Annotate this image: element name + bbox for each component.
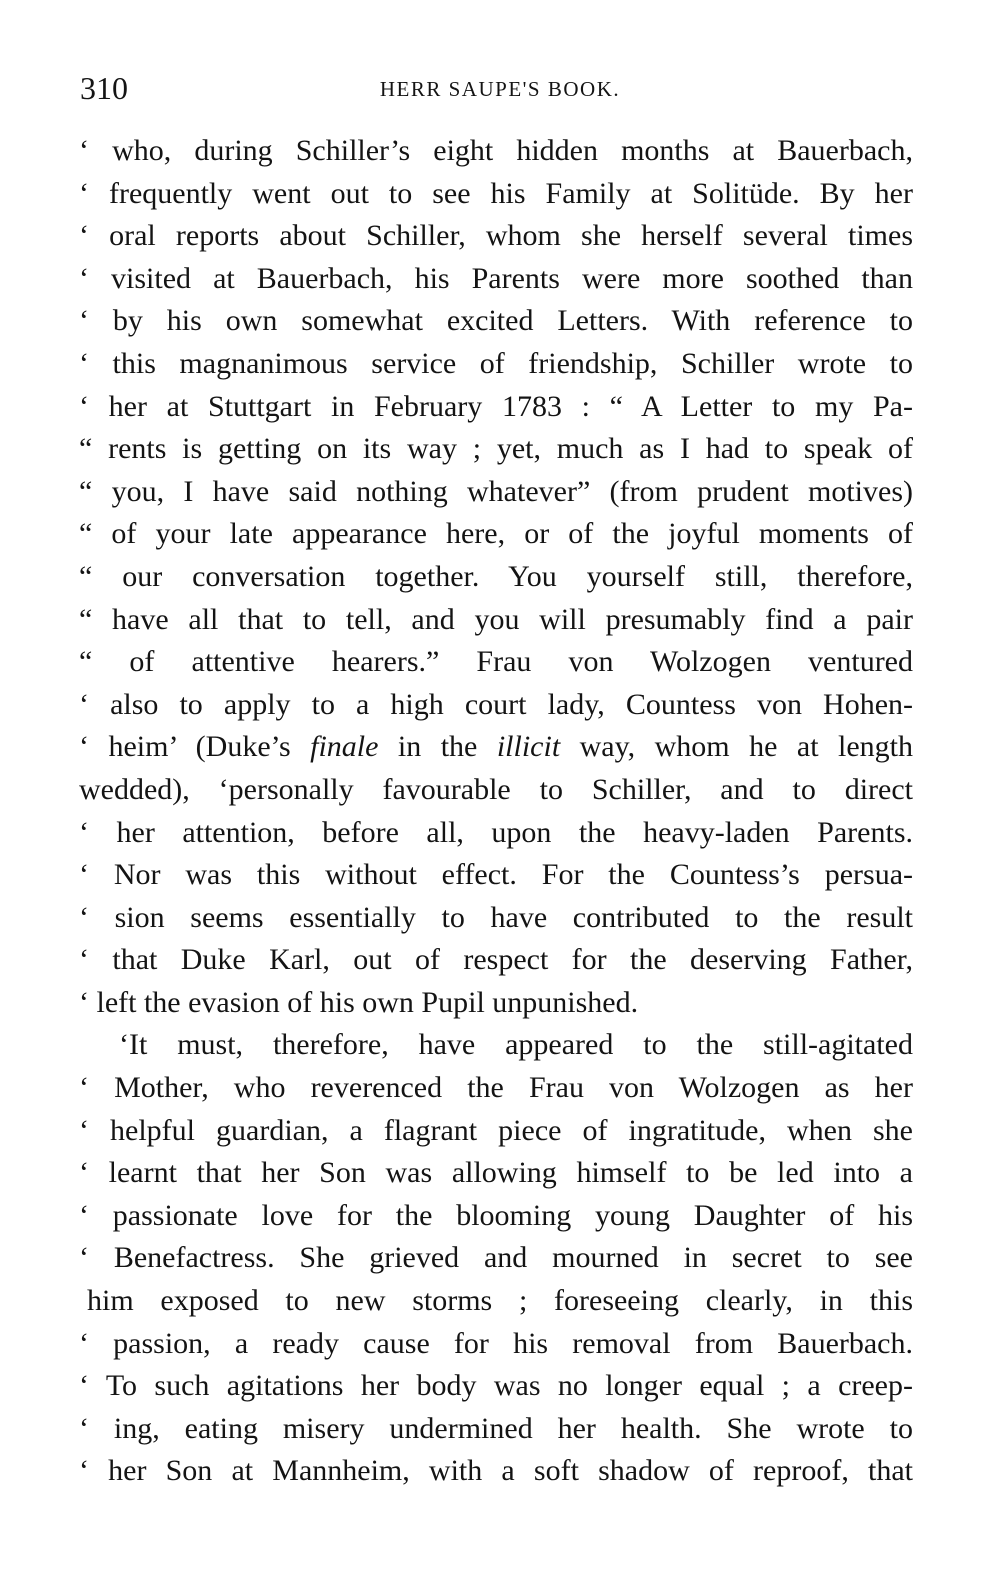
text-line: ‘ To such agitations her body was no longer equal ; a creep-: [79, 1369, 913, 1403]
text-line: ‘ her attention, before all, upon the heavy-laden Parents.: [79, 815, 913, 849]
text-line: “ our conversation together. You yourself still, therefore,: [79, 559, 913, 593]
text-line: ‘ her at Stuttgart in February 1783 : “ A Letter to my Pa-: [79, 389, 913, 423]
text-line: wedded), ‘personally favourable to Schiller, and to direct: [79, 772, 913, 806]
text-line: ‘ sion seems essentially to have contributed to the result: [79, 900, 913, 934]
text-line: ‘ left the evasion of his own Pupil unpunished.: [79, 985, 639, 1019]
paragraph-2: [79, 1024, 913, 1493]
text-line: ‘ learnt that her Son was allowing himself to be led into a: [79, 1156, 913, 1190]
text-line: ‘ passionate love for the blooming young Daughter of his: [79, 1198, 913, 1232]
text-line: “ of your late appearance here, or of the joyful moments of: [79, 517, 913, 551]
text-line: ‘ frequently went out to see his Family at Solitüde. By her: [79, 176, 913, 210]
text-line: “ rents is getting on its way ; yet, much as I had to speak of: [79, 432, 913, 466]
text-line: him exposed to new storms ; foreseeing clearly, in this: [87, 1284, 913, 1318]
text-line: ‘ by his own somewhat excited Letters. With reference to: [79, 304, 913, 338]
text-line: ‘ Nor was this without effect. For the Countess’s persua-: [79, 858, 913, 892]
page-number: 310: [80, 70, 128, 106]
page-header: [80, 68, 920, 112]
paragraph-1: [79, 130, 913, 1024]
text-line: “ you, I have said nothing whatever” (from prudent motives): [79, 474, 913, 508]
italic-word: finale: [310, 730, 379, 764]
text-line: ‘ who, during Schiller’s eight hidden months at Bauerbach,: [79, 134, 913, 167]
text-line: ‘ oral reports about Schiller, whom she herself several times: [79, 219, 913, 253]
text-line: ‘ also to apply to a high court lady, Countess von Hohen-: [79, 687, 913, 721]
text-line: ‘ Mother, who reverenced the Frau von Wolzogen as her: [79, 1071, 913, 1105]
text-line: ‘It must, therefore, have appeared to the still-agitated: [119, 1028, 913, 1062]
text-line: ‘ Benefactress. She grieved and mourned in secret to see: [79, 1241, 913, 1275]
text-line: “ have all that to tell, and you will presumably find a pair: [79, 602, 913, 636]
text-line: ‘ her Son at Mannheim, with a soft shadow of reproof, that: [79, 1454, 913, 1488]
text-line: ‘ ing, eating misery undermined her health. She wrote to: [79, 1411, 913, 1445]
text-line: ‘ passion, a ready cause for his removal from Bauerbach.: [79, 1326, 913, 1360]
text-line: ‘ helpful guardian, a flagrant piece of ingratitude, when she: [79, 1113, 913, 1147]
body-text: [79, 130, 913, 1493]
running-head: HERR SAUPE'S BOOK.: [379, 77, 621, 101]
text-line: ‘ this magnanimous service of friendship, Schiller wrote to: [79, 346, 913, 380]
text-line-with-italics: ‘ heim’ (Duke’s finale in the illicit way, whom he at length: [79, 730, 913, 764]
italic-word: illicit: [496, 730, 561, 764]
text-line: ‘ that Duke Karl, out of respect for the deserving Father,: [79, 943, 913, 977]
text-line: “ of attentive hearers.” Frau von Wolzogen ventured: [79, 645, 913, 679]
text-line: ‘ visited at Bauerbach, his Parents were more soothed than: [79, 261, 913, 295]
